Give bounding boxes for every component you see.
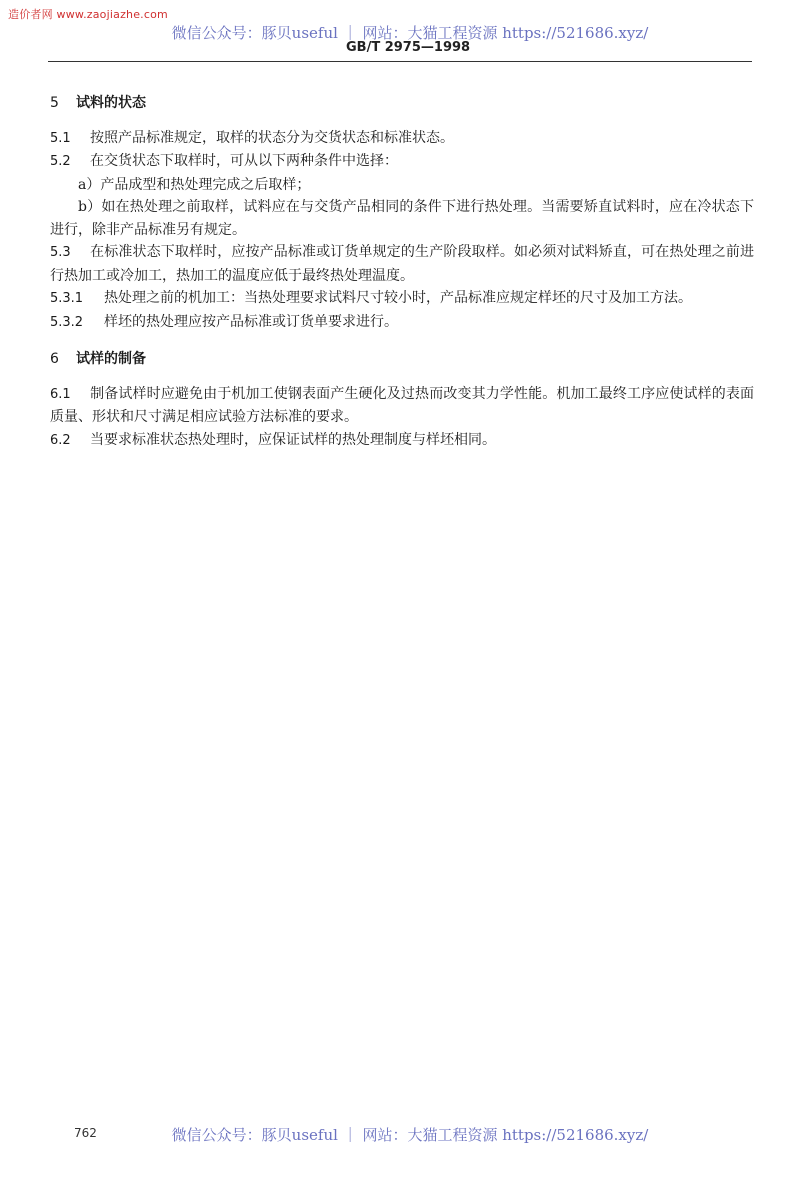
clause-number: 5.3 — [50, 245, 71, 260]
clause-number: 5.1 — [50, 130, 71, 146]
clause-5-3-1 — [50, 287, 754, 311]
section-number: 5 — [50, 95, 59, 111]
header-rule — [48, 61, 752, 62]
list-item-a: a）产品成型和热处理完成之后取样； — [78, 176, 311, 193]
section-5 — [50, 92, 754, 334]
section-gap — [50, 334, 754, 348]
clause-number: 5.3.2 — [50, 314, 84, 330]
clause-text: 按照产品标准规定，取样的状态分为交货状态和标准状态。 — [90, 129, 454, 146]
clause-number: 5.2 — [50, 154, 71, 169]
page-number: 762 — [74, 1126, 97, 1140]
clause-text: 在交货状态下取样时，可从以下两种条件中选择： — [90, 153, 398, 169]
clause-5-3 — [50, 241, 754, 287]
section-title — [50, 348, 754, 371]
standard-number: GB/T 2975—1998 — [346, 40, 471, 55]
clause-6-2 — [50, 429, 754, 453]
clause-5-2 — [50, 150, 754, 174]
bottom-watermark: 微信公众号：豚贝useful ｜ 网站：大猫工程资源 https://521686.xyz/ — [171, 1126, 649, 1144]
section-title-text: 试料的状态 — [76, 95, 146, 111]
clause-text: 样坯的热处理应按产品标准或订货单要求进行。 — [104, 313, 398, 330]
document-body — [50, 92, 754, 452]
corner-watermark: 造价者网 www.zaojiazhe.com — [8, 8, 168, 21]
section-number: 6 — [50, 351, 59, 367]
clause-5-1 — [50, 127, 754, 151]
list-item-b: b）如在热处理之前取样，试料应在与交货产品相同的条件下进行热处理。当需要矫直试料时，应在冷状态下进行，除非产品标准另有规定。 — [50, 199, 754, 238]
top-watermark: 微信公众号：豚贝useful ｜ 网站：大猫工程资源 https://521686.xyz/ — [171, 24, 649, 42]
clause-text: 热处理之前的机加工：当热处理要求试料尺寸较小时，产品标准应规定样坯的尺寸及加工方法。 — [104, 290, 692, 306]
clause-number: 6.1 — [50, 386, 71, 402]
section-title-text: 试样的制备 — [76, 351, 146, 367]
clause-text: 当要求标准状态热处理时，应保证试样的热处理制度与样坯相同。 — [90, 431, 496, 448]
section-title — [50, 92, 754, 115]
clause-text: 制备试样时应避免由于机加工使钢表面产生硬化及过热而改变其力学性能。机加工最终工序应使试样的表面质量、形状和尺寸满足相应试验方法标准的要求。 — [50, 385, 754, 425]
clause-text: 在标准状态下取样时，应按产品标准或订货单规定的生产阶段取样。如必须对试料矫直，可在热处理之前进行热加工或冷加工，热加工的温度应低于最终热处理温度。 — [50, 244, 754, 284]
clause-number: 5.3.1 — [50, 291, 84, 306]
clause-number: 6.2 — [50, 432, 71, 448]
clause-5-3-2 — [50, 311, 754, 335]
clause-6-1 — [50, 383, 754, 429]
section-6 — [50, 348, 754, 452]
